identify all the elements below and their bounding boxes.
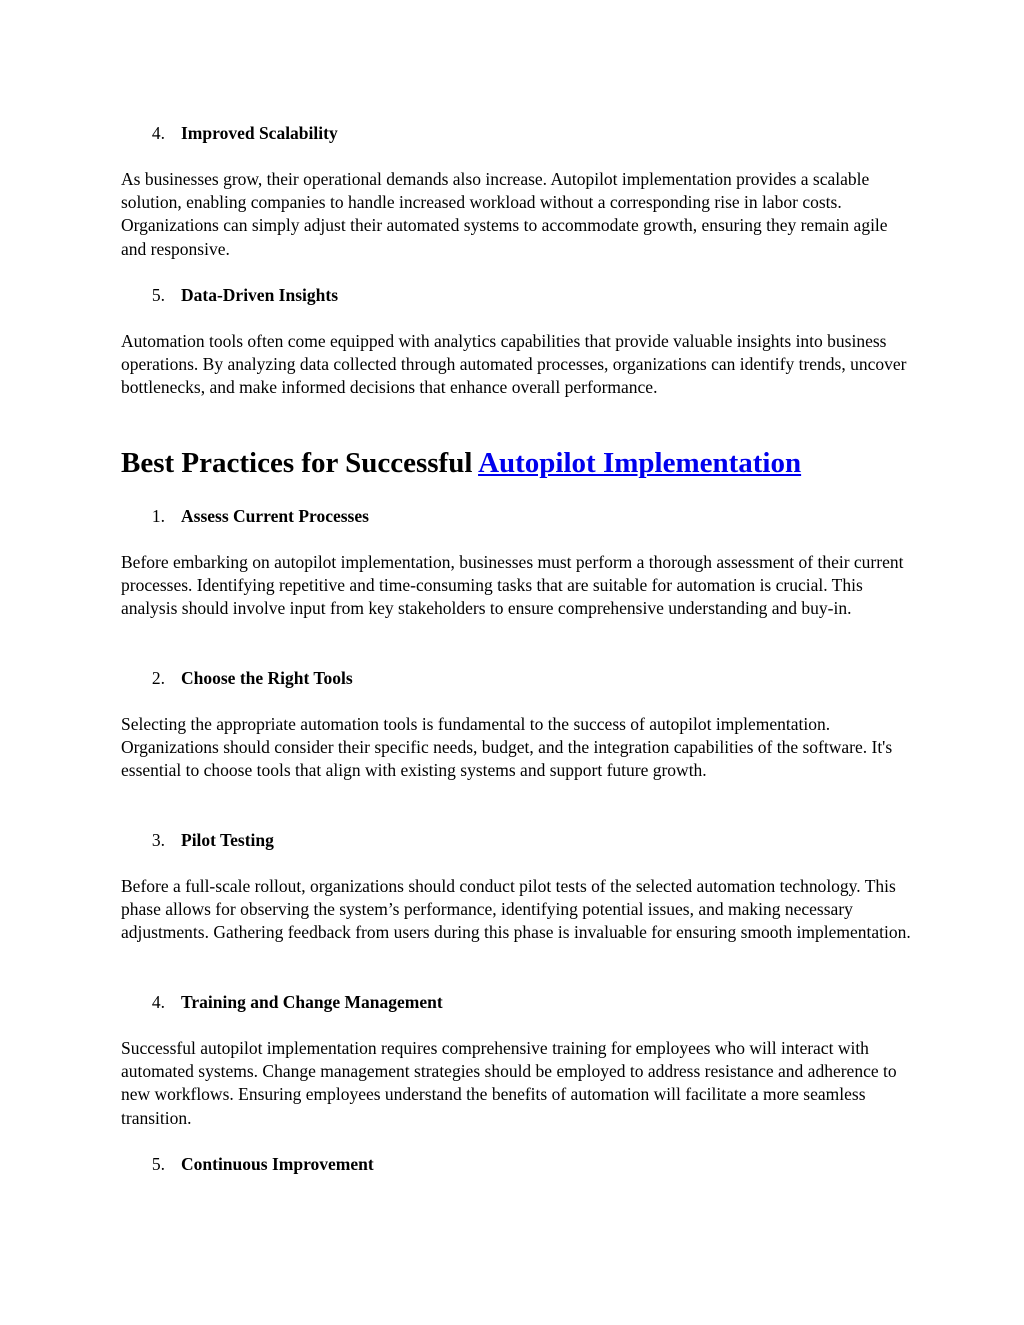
list-item-title: Pilot Testing xyxy=(181,830,274,850)
paragraph: Before embarking on autopilot implementation, businesses must perform a thorough assessment of their current processes. Identifying repetitive and time-consuming tasks that are suitable for automation is crucial. This analysis should involve input from key stakeholders to ensure comprehensive understanding and buy-in. xyxy=(121,552,904,619)
section-heading xyxy=(121,445,801,481)
list-item-title: Training and Change Management xyxy=(181,992,443,1012)
paragraph: As businesses grow, their operational demands also increase. Autopilot implementation provides a scalable solution, enabling companies to handle increased workload without a corresponding rise in labor costs. Organizations can simply adjust their automated systems to accommodate growth, ensuring they remain agile and responsive. xyxy=(121,169,888,259)
autopilot-implementation-link[interactable]: Autopilot Implementation xyxy=(478,447,802,479)
list-number: 5. xyxy=(151,1154,165,1174)
list-item-title: Choose the Right Tools xyxy=(181,668,353,688)
list-item-title: Continuous Improvement xyxy=(181,1154,374,1174)
list-item-title: Improved Scalability xyxy=(181,123,338,143)
list-number: 2. xyxy=(151,668,165,688)
paragraph: Automation tools often come equipped with analytics capabilities that provide valuable insights into business operations. By analyzing data collected through automated processes, organizations can identify trends, uncover bottlenecks, and make informed decisions that enhance overall performance. xyxy=(121,331,907,398)
list-number: 3. xyxy=(151,830,165,850)
paragraph: Selecting the appropriate automation tools is fundamental to the success of autopilot implementation. Organizations should consider their specific needs, budget, and the integration capabilities of the software. It's essential to choose tools that align with existing systems and support future growth. xyxy=(121,714,893,781)
heading-text: Best Practices for Successful xyxy=(121,447,479,479)
list-number: 1. xyxy=(151,506,165,526)
list-item-title: Assess Current Processes xyxy=(181,506,369,526)
list-number: 4. xyxy=(151,992,165,1012)
paragraph: Successful autopilot implementation requires comprehensive training for employees who will interact with automated systems. Change management strategies should be employed to address resistance and adherence to new workflows. Ensuring employees understand the benefits of automation will facilitate a more seamless transition. xyxy=(121,1038,897,1128)
list-number: 5. xyxy=(151,285,165,305)
list-item-title: Data-Driven Insights xyxy=(181,285,339,305)
list-number: 4. xyxy=(151,123,165,143)
paragraph: Before a full-scale rollout, organizations should conduct pilot tests of the selected automation technology. This phase allows for observing the system’s performance, identifying potential issues, and making necessary adjustments. Gathering feedback from users during this phase is invaluable for ensuring smooth implementation. xyxy=(121,876,911,943)
